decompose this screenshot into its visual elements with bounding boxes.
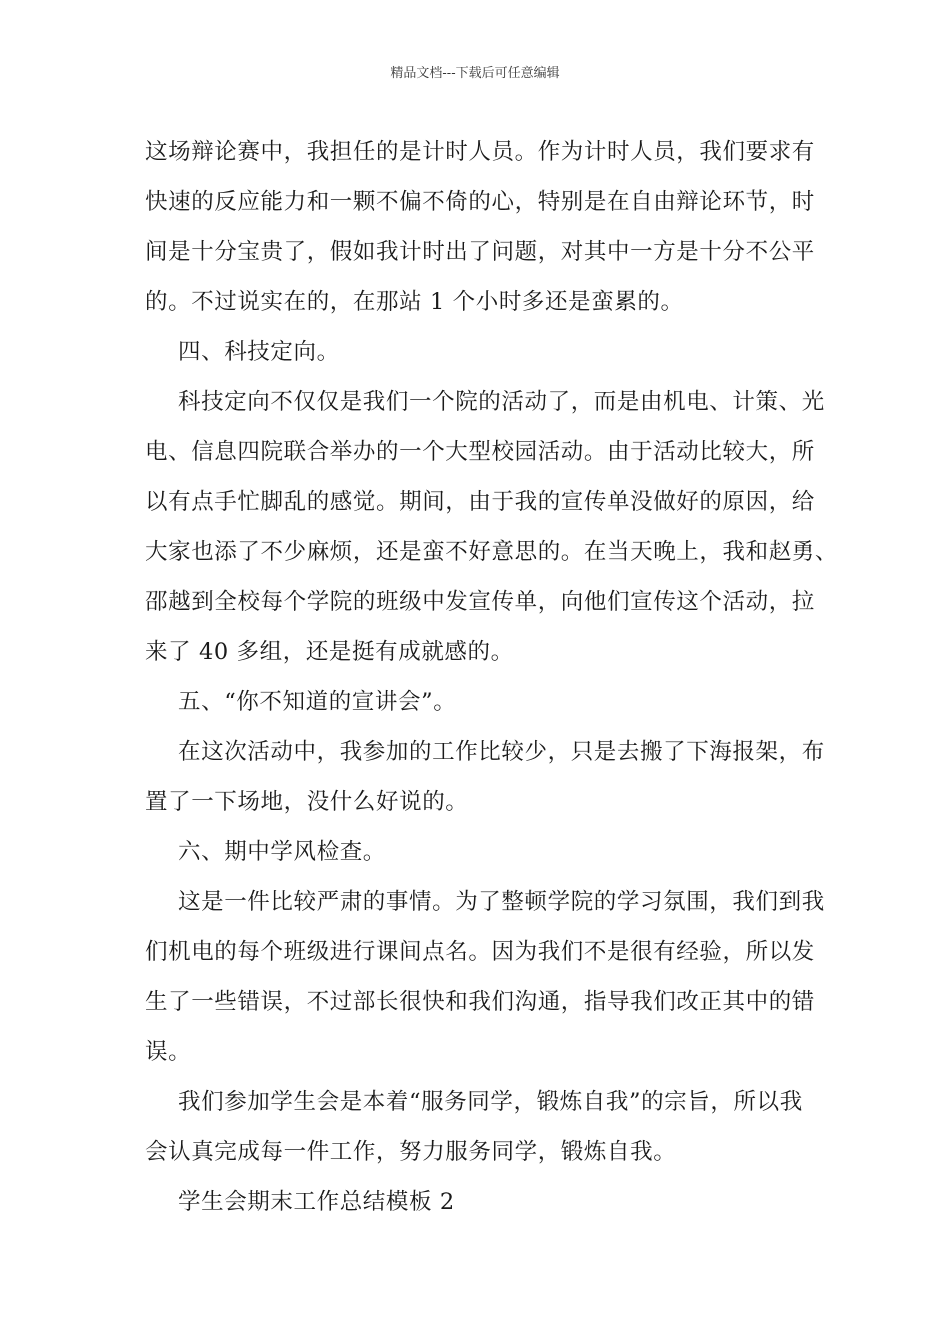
text-line: 的。不过说实在的，在那站 1 个小时多还是蛮累的。 [145,289,684,315]
text-line: 科技定向不仅仅是我们一个院的活动了，而是由机电、计策、光 [178,389,825,415]
document-body [145,127,839,1227]
text-line: 来了 40 多组，还是挺有成就感的。 [145,639,514,665]
section-heading: 四、科技定向。 [178,339,340,365]
text-line: 会认真完成每一件工作，努力服务同学，锻炼自我。 [145,1139,677,1165]
section-heading: 五、“你不知道的宣讲会”。 [178,689,457,715]
text-line: 以有点手忙脚乱的感觉。期间，由于我的宣传单没做好的原因，给 [145,489,815,515]
text-line: 这场辩论赛中，我担任的是计时人员。作为计时人员，我们要求有 [145,139,815,165]
document-title-line: 学生会期末工作总结模板 2 [178,1189,455,1215]
text-line: 们机电的每个班级进行课间点名。因为我们不是很有经验，所以发 [145,939,815,965]
text-line: 快速的反应能力和一颗不偏不倚的心，特别是在自由辩论环节，时 [145,189,815,215]
text-line: 这是一件比较严肃的事情。为了整顿学院的学习氛围，我们到我 [178,889,825,915]
section-heading: 六、期中学风检查。 [178,839,386,865]
text-line: 间是十分宝贵了，假如我计时出了问题，对其中一方是十分不公平 [145,239,815,265]
text-line: 邵越到全校每个学院的班级中发宣传单，向他们宣传这个活动，拉 [145,589,815,615]
text-line: 电、信息四院联合举办的一个大型校园活动。由于活动比较大，所 [145,439,815,465]
text-line: 误。 [145,1039,192,1065]
text-line: 我们参加学生会是本着“服务同学，锻炼自我”的宗旨，所以我 [178,1089,803,1115]
text-line: 在这次活动中，我参加的工作比较少，只是去搬了下海报架，布 [178,739,825,765]
text-line: 生了一些错误，不过部长很快和我们沟通，指导我们改正其中的错 [145,989,815,1015]
page-header: 精品文档---下载后可任意编辑 [390,66,560,81]
text-line: 置了一下场地，没什么好说的。 [145,789,469,815]
text-line: 大家也添了不少麻烦，还是蛮不好意思的。在当天晚上，我和赵勇、 [145,539,839,565]
